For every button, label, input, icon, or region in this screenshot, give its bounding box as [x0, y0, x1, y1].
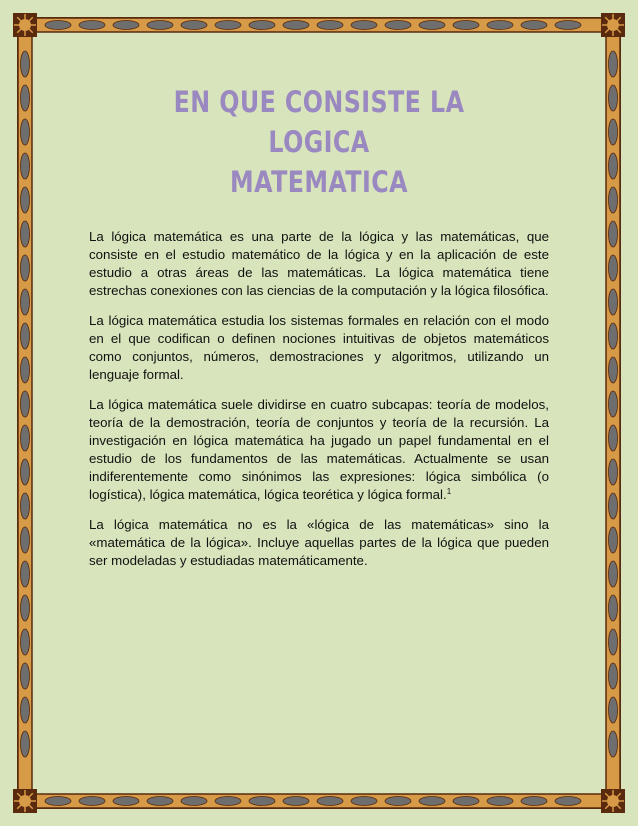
- border-oval: [21, 153, 30, 179]
- border-oval: [147, 21, 173, 30]
- border-oval: [351, 797, 377, 806]
- border-oval: [555, 21, 581, 30]
- border-oval: [21, 595, 30, 621]
- border-oval: [79, 21, 105, 30]
- border-oval: [21, 119, 30, 145]
- border-oval: [609, 629, 618, 655]
- border-oval: [113, 797, 139, 806]
- border-oval: [453, 21, 479, 30]
- border-oval: [21, 255, 30, 281]
- border-oval: [609, 425, 618, 451]
- border-oval: [419, 21, 445, 30]
- border-oval: [555, 797, 581, 806]
- border-oval: [249, 21, 275, 30]
- border-oval: [487, 797, 513, 806]
- border-oval: [113, 21, 139, 30]
- border-oval: [21, 289, 30, 315]
- paragraph-4: La lógica matemática no es la «lógica de las matemáticas» sino la «matemática de la lógica». Incluye aquellas partes de la lógica que pueden ser modeladas y estudiadas matemáticamente.: [89, 517, 549, 568]
- border-oval: [609, 663, 618, 689]
- page-title: [135, 82, 502, 202]
- border-oval: [21, 323, 30, 349]
- border-oval: [317, 21, 343, 30]
- border-oval: [609, 527, 618, 553]
- border-oval: [215, 797, 241, 806]
- border-oval: [609, 119, 618, 145]
- border-oval: [521, 797, 547, 806]
- border-oval: [45, 797, 71, 806]
- border-oval: [609, 323, 618, 349]
- border-oval: [181, 797, 207, 806]
- body-text: [89, 228, 549, 582]
- border-oval: [317, 797, 343, 806]
- border-oval: [21, 357, 30, 383]
- border-oval: [609, 493, 618, 519]
- border-oval: [385, 797, 411, 806]
- border-oval: [283, 797, 309, 806]
- border-oval: [609, 187, 618, 213]
- border-oval: [21, 459, 30, 485]
- border-oval: [21, 629, 30, 655]
- border-oval: [609, 391, 618, 417]
- border-oval: [385, 21, 411, 30]
- border-oval: [147, 797, 173, 806]
- border-oval: [45, 21, 71, 30]
- title-line-2: MATEMATICA: [230, 165, 408, 199]
- title-line-1: EN QUE CONSISTE LA LOGICA: [173, 85, 465, 159]
- border-oval: [609, 731, 618, 757]
- border-oval: [21, 527, 30, 553]
- border-oval: [609, 697, 618, 723]
- border-oval: [609, 51, 618, 77]
- footnote-ref: 1: [446, 487, 452, 496]
- border-oval: [21, 221, 30, 247]
- border-oval: [487, 21, 513, 30]
- border-oval: [181, 21, 207, 30]
- border-oval: [79, 797, 105, 806]
- border-oval: [21, 561, 30, 587]
- border-oval: [283, 21, 309, 30]
- border-oval: [21, 731, 30, 757]
- border-oval: [609, 221, 618, 247]
- border-oval: [609, 561, 618, 587]
- border-oval: [21, 663, 30, 689]
- border-oval: [21, 697, 30, 723]
- border-oval: [609, 85, 618, 111]
- border-oval: [215, 21, 241, 30]
- paragraph-2: La lógica matemática estudia los sistemas formales en relación con el modo en el que codifican o definen nociones intuitivas de objetos matemáticos como conjuntos, números, demostraciones y algoritmos, utilizando un lenguaje formal.: [89, 313, 549, 382]
- border-oval: [609, 595, 618, 621]
- paragraph-3: [89, 396, 549, 504]
- paragraph-3-text: La lógica matemática suele dividirse en cuatro subcapas: teoría de modelos, teoría de la demostración, teoría de conjuntos y teoría de la recursión. La investigación en lógica matemática ha jugado un papel fundamental en el estudio de los fundamentos de las matemáticas. Actualmente se usan indiferentemente como sinónimos las expresiones: lógica simbólica (o logística), lógica matemática, lógica teorética y lógica formal.: [89, 397, 549, 502]
- border-oval: [21, 493, 30, 519]
- border-oval: [21, 51, 30, 77]
- border-oval: [609, 289, 618, 315]
- border-oval: [521, 21, 547, 30]
- border-oval: [21, 187, 30, 213]
- border-oval: [609, 255, 618, 281]
- border-oval: [21, 391, 30, 417]
- border-oval: [419, 797, 445, 806]
- border-oval: [351, 21, 377, 30]
- border-oval: [609, 459, 618, 485]
- border-oval: [249, 797, 275, 806]
- border-oval: [21, 85, 30, 111]
- border-oval: [21, 425, 30, 451]
- paragraph-1: La lógica matemática es una parte de la lógica y las matemáticas, que consiste en el estudio matemático de la lógica y en la aplicación de este estudio a otras áreas de las matemáticas. La lógica matemática tiene estrechas conexiones con las ciencias de la computación y la lógica filosófica.: [89, 229, 549, 298]
- border-oval: [609, 153, 618, 179]
- border-oval: [453, 797, 479, 806]
- border-oval: [609, 357, 618, 383]
